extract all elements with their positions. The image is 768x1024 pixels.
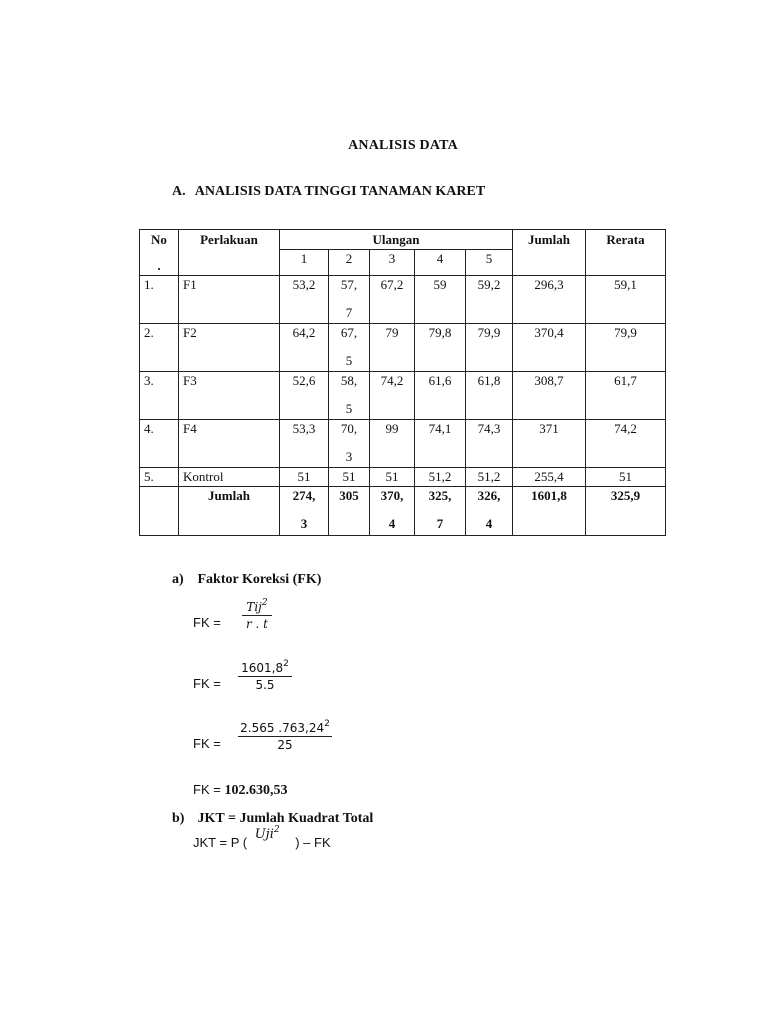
fk-formula-1: Tij$^2$ r . t <box>242 600 272 631</box>
cell-u2: 67, 5 <box>329 324 370 372</box>
cell-u3: 79 <box>370 324 415 372</box>
data-table <box>139 229 666 536</box>
ulangan-num: 1 <box>280 250 329 276</box>
cell-u2: 57, 7 <box>329 276 370 324</box>
cell-rerata: 51 <box>586 468 666 487</box>
jkt-heading <box>172 811 373 827</box>
fk-eq-prefix: FK = <box>193 615 221 630</box>
total-u3: 370, 4 <box>370 487 415 536</box>
table-row <box>140 276 666 324</box>
cell-u1: 53,2 <box>280 276 329 324</box>
fk-title: Faktor Koreksi (FK) <box>197 572 322 587</box>
cell-u4: 51,2 <box>415 468 466 487</box>
fk-formula-2: $\frac{1601,8^2}{5.5}$ <box>238 661 292 692</box>
fk-f2-num: 1601,8 <box>241 661 284 675</box>
total-u2: 305 <box>329 487 370 536</box>
cell-u1: 64,2 <box>280 324 329 372</box>
cell-jumlah: 370,4 <box>513 324 586 372</box>
page-title: ANALISIS DATA <box>348 138 458 153</box>
table-row <box>140 420 666 468</box>
fk-heading <box>172 572 321 588</box>
header-jumlah: Jumlah <box>513 230 586 276</box>
fk-f1-den: r . t <box>245 617 268 631</box>
cell-u2: 58, 5 <box>329 372 370 420</box>
cell-jumlah: 371 <box>513 420 586 468</box>
fk-formula-3: $\frac{2.565 .763,24^2}{25}$ <box>238 721 332 752</box>
row-no: 4. <box>140 420 179 468</box>
row-no: 5. <box>140 468 179 487</box>
total-jumlah: 1601,8 <box>513 487 586 536</box>
cell-rerata: 74,2 <box>586 420 666 468</box>
jkt-formula: JKT = P ( Uji$^2$ ) – FK <box>193 825 331 850</box>
jkt-suffix: ) – FK <box>295 835 331 850</box>
cell-u4: 74,1 <box>415 420 466 468</box>
fk-f2-den: 5.5 <box>255 678 275 692</box>
row-perlakuan: F3 <box>179 372 280 420</box>
cell-u3: 99 <box>370 420 415 468</box>
cell-jumlah: 255,4 <box>513 468 586 487</box>
fk-f3-num: 2.565 .763,24 <box>240 721 325 735</box>
total-rerata: 325,9 <box>586 487 666 536</box>
cell-u3: 67,2 <box>370 276 415 324</box>
cell-u1: 52,6 <box>280 372 329 420</box>
fk-eq-prefix: FK = <box>193 736 221 751</box>
total-u4: 325, 7 <box>415 487 466 536</box>
fk-result <box>193 782 287 799</box>
cell-u5: 79,9 <box>466 324 513 372</box>
fk-f3-den: 25 <box>277 738 293 752</box>
total-empty-cell <box>140 487 179 536</box>
row-perlakuan: F4 <box>179 420 280 468</box>
cell-u2: 51 <box>329 468 370 487</box>
cell-u5: 59,2 <box>466 276 513 324</box>
fk-result-value: 102.630,53 <box>224 783 288 798</box>
total-u5: 326, 4 <box>466 487 513 536</box>
section-number: A. <box>172 184 186 199</box>
cell-u5: 51,2 <box>466 468 513 487</box>
header-perlakuan: Perlakuan <box>179 230 280 276</box>
cell-u3: 51 <box>370 468 415 487</box>
cell-jumlah: 308,7 <box>513 372 586 420</box>
cell-u4: 79,8 <box>415 324 466 372</box>
cell-u2: 70, 3 <box>329 420 370 468</box>
jkt-title: JKT = Jumlah Kuadrat Total <box>197 811 374 826</box>
cell-rerata: 61,7 <box>586 372 666 420</box>
ulangan-num: 4 <box>415 250 466 276</box>
section-heading <box>172 184 485 200</box>
cell-u5: 61,8 <box>466 372 513 420</box>
cell-u1: 53,3 <box>280 420 329 468</box>
cell-u4: 61,6 <box>415 372 466 420</box>
cell-rerata: 79,9 <box>586 324 666 372</box>
jkt-term: Uji <box>254 827 274 842</box>
table-total-row <box>140 487 666 536</box>
cell-u5: 74,3 <box>466 420 513 468</box>
table-row <box>140 372 666 420</box>
header-no: No . <box>140 230 179 276</box>
section-title: ANALISIS DATA TINGGI TANAMAN KARET <box>194 184 486 199</box>
table-header-row <box>140 230 666 250</box>
cell-jumlah: 296,3 <box>513 276 586 324</box>
fk-eq-prefix: FK = <box>193 676 221 691</box>
jkt-label: b) <box>172 811 185 826</box>
total-label: Jumlah <box>179 487 280 536</box>
cell-rerata: 59,1 <box>586 276 666 324</box>
ulangan-num: 5 <box>466 250 513 276</box>
total-u1: 274, 3 <box>280 487 329 536</box>
ulangan-num: 2 <box>329 250 370 276</box>
table-row <box>140 324 666 372</box>
row-no: 1. <box>140 276 179 324</box>
table-row <box>140 468 666 487</box>
header-rerata: Rerata <box>586 230 666 276</box>
jkt-prefix: JKT = P ( <box>193 835 248 850</box>
header-ulangan: Ulangan <box>280 230 513 250</box>
fk-result-prefix: FK = <box>193 782 221 797</box>
row-perlakuan: F2 <box>179 324 280 372</box>
row-perlakuan: Kontrol <box>179 468 280 487</box>
fk-f1-num: Tij <box>246 600 262 614</box>
cell-u4: 59 <box>415 276 466 324</box>
ulangan-num: 3 <box>370 250 415 276</box>
fk-label: a) <box>172 572 184 587</box>
row-no: 3. <box>140 372 179 420</box>
cell-u3: 74,2 <box>370 372 415 420</box>
row-perlakuan: F1 <box>179 276 280 324</box>
cell-u1: 51 <box>280 468 329 487</box>
row-no: 2. <box>140 324 179 372</box>
